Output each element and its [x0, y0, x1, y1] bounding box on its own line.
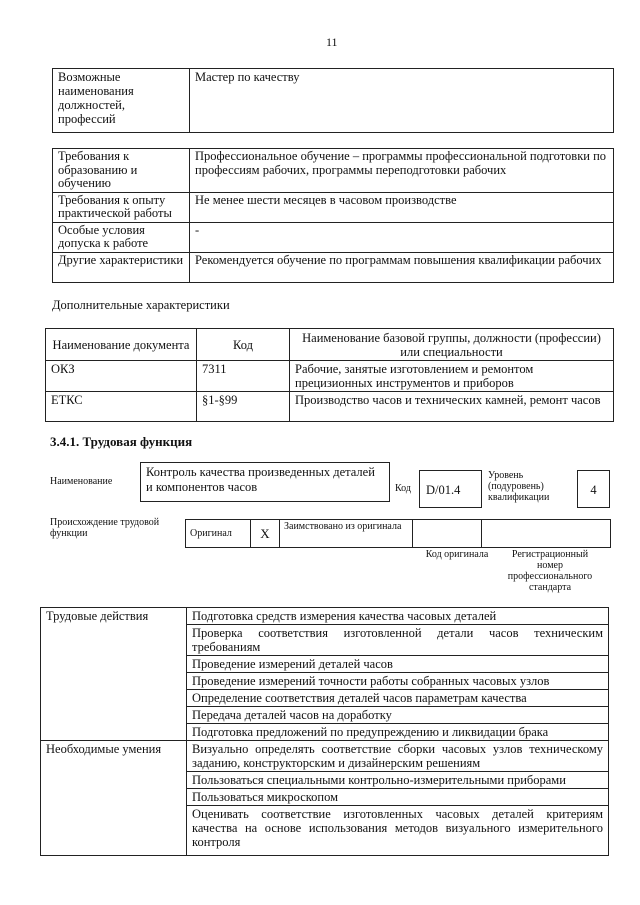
origin-label: Происхождение трудовой функции [50, 517, 160, 539]
required-skills-label: Необходимые умения [41, 741, 187, 856]
cell-group: Рабочие, занятые изготовлением и ремонтом прецизионных инструментов и приборов [290, 361, 614, 392]
labor-action-item: Проверка соответствия изготовленной детали часов техническим требованиям [187, 625, 609, 656]
req-conditions-label: Особые условия допуска к работе [53, 222, 190, 252]
cell-code: §1-§99 [197, 392, 290, 422]
table-row [46, 392, 614, 422]
level-value: 4 [590, 483, 597, 497]
labor-action-item: Подготовка предложений по предупреждению и ликвидации брака [187, 724, 609, 741]
req-other-label: Другие характеристики [53, 252, 190, 282]
req-education-value: Профессиональное обучение – программы профессиональной подготовки по профессиям рабочих, программы переподготовки рабочих [190, 149, 614, 193]
cell-document: ЕТКС [46, 392, 197, 422]
borrowed-label: Заимствовано из оригинала [280, 520, 413, 548]
function-name-box [140, 462, 390, 502]
labor-action-item: Проведение измерений точности работы собранных часовых узлов [187, 673, 609, 690]
col-header-document: Наименование документа [46, 329, 197, 361]
page-number: 11 [326, 35, 338, 49]
labor-action-item: Передача деталей часов на доработку [187, 707, 609, 724]
labor-action-item: Подготовка средств измерения качества часовых деталей [187, 608, 609, 625]
reg-number-caption: Регистрационный номер профессионального стандарта [507, 549, 593, 593]
cell-group: Производство часов и технических камней, ремонт часов [290, 392, 614, 422]
origin-code-caption: Код оригинала [425, 549, 489, 560]
skill-item: Визуально определять соответствие сборки часовых узлов техническому заданию, конструкторским и дизайнерским решениям [187, 741, 609, 772]
possible-titles-table [52, 68, 614, 133]
req-education-label: Требования к образованию и обучению [53, 149, 190, 193]
function-name-value: Контроль качества произведенных деталей и компонентов часов [146, 465, 375, 494]
req-experience-value: Не менее шести месяцев в часовом производстве [190, 192, 614, 222]
possible-titles-value: Мастер по качеству [190, 69, 614, 133]
level-label: Уровень (подуровень) квалификации [488, 470, 550, 503]
skill-item: Пользоваться специальными контрольно-измерительными приборами [187, 772, 609, 789]
original-mark: X [251, 520, 280, 548]
col-header-code: Код [197, 329, 290, 361]
req-experience-label: Требования к опыту практической работы [53, 192, 190, 222]
reg-number-cell [482, 520, 611, 548]
function-code-box [419, 470, 482, 508]
origin-code-cell [413, 520, 482, 548]
additional-title: Дополнительные характеристики [52, 298, 230, 312]
skill-item: Пользоваться микроскопом [187, 789, 609, 806]
function-heading: 3.4.1. Трудовая функция [50, 434, 193, 449]
additional-table [45, 328, 614, 422]
code-label: Код [395, 483, 411, 494]
cell-code: 7311 [197, 361, 290, 392]
cell-document: ОКЗ [46, 361, 197, 392]
origin-table [185, 519, 611, 548]
labor-actions-label: Трудовые действия [41, 608, 187, 741]
req-other-value: Рекомендуется обучение по программам повышения квалификации рабочих [190, 252, 614, 282]
possible-titles-label: Возможные наименования должностей, профессий [53, 69, 190, 133]
skill-item: Оценивать соответствие изготовленных часовых деталей критериям качества на основе использования методов визуального измерительного контроля [187, 806, 609, 856]
name-label: Наименование [50, 476, 113, 487]
labor-action-item: Проведение измерений деталей часов [187, 656, 609, 673]
table-row [46, 361, 614, 392]
labor-action-item: Определение соответствия деталей часов параметрам качества [187, 690, 609, 707]
requirements-table [52, 148, 614, 283]
original-label: Оригинал [186, 520, 251, 548]
level-box [577, 470, 610, 508]
function-code-value: D/01.4 [426, 483, 461, 497]
actions-skills-table [40, 607, 609, 856]
col-header-group: Наименование базовой группы, должности (профессии) или специальности [290, 329, 614, 361]
req-conditions-value: - [190, 222, 614, 252]
